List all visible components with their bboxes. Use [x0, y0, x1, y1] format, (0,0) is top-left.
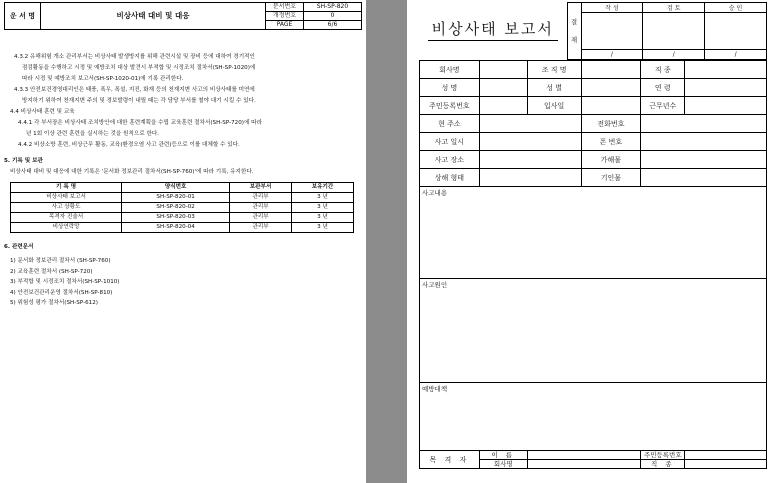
report-body-table [419, 60, 767, 469]
section-5-text: 비상사태 대비 및 대응에 대한 기록은 '문서화 정보관리 절차서(SH-SP-760)'에 따라 기록, 유지한다. [10, 169, 254, 175]
gender-label: 성 별 [527, 79, 581, 97]
address-label: 현 주소 [420, 115, 480, 133]
job-type-field[interactable] [685, 61, 767, 79]
report-title: 비상사태 보고서 [428, 21, 558, 41]
section-4-4-1-line: 4.4.1 각 부서장은 비상사태 조치방안에 대한 훈련계획을 수립 교육훈련 절차서(SH-SP-720)에 따라 [18, 120, 262, 126]
org-name-label: 조 직 명 [527, 61, 581, 79]
table-row [11, 213, 354, 223]
form-no: SH-SP-820-03 [122, 213, 230, 223]
section-4-4-heading: 4.4 비상사태 훈련 및 교육 [10, 109, 75, 115]
accident-cause-area[interactable] [420, 279, 767, 383]
witness-name-field[interactable] [527, 451, 641, 460]
dept: 관리부 [230, 203, 292, 213]
cell-phone-field[interactable] [641, 133, 767, 151]
address-field[interactable] [479, 115, 581, 133]
name-field[interactable] [479, 79, 527, 97]
section-6-heading: 6. 관련문서 [4, 244, 34, 250]
record-name: 비상연락망 [11, 223, 122, 233]
resident-no-field[interactable] [479, 97, 527, 115]
approval-date-approve[interactable]: / [705, 49, 767, 59]
dept: 관리부 [230, 213, 292, 223]
accident-detail-area[interactable] [420, 187, 767, 279]
table-row [11, 223, 354, 233]
list-item: 2) 교육훈련 절차서 (SH-SP-720) [10, 268, 93, 275]
name-label: 성 명 [420, 79, 480, 97]
retention-col-period: 보유기간 [292, 183, 354, 193]
doc-type-label: 운 서 명 [5, 3, 41, 30]
section-4-3-2-line: 점검활동을 수행하고 시정 및 예방조치 대상 발견시 부적합 및 시정조치 절차서(SH-SP-1020)에 [22, 65, 256, 71]
company-label: 회사명 [420, 61, 480, 79]
witness-rank-field[interactable] [685, 460, 767, 469]
form-no: SH-SP-820-04 [122, 223, 230, 233]
procedure-page [0, 0, 366, 483]
approval-date-author[interactable]: / [581, 49, 643, 59]
section-4-4-2-line: 4.4.2 비상소방 훈련, 비상근무 활동, 교육(환경오염 사고 관련)등으로 이를 대체할 수 있다. [18, 142, 240, 148]
accident-detail-label: 사고내용 [422, 189, 448, 197]
cause-object-field[interactable] [641, 169, 767, 187]
retention-header-row [11, 183, 354, 193]
witness-name-label: 이 름 [479, 451, 527, 460]
accident-place-label: 사고 장소 [420, 151, 480, 169]
doc-no-label: 문서번호 [266, 3, 304, 12]
org-name-field[interactable] [581, 61, 641, 79]
section-4-3-2-line: 따라 시정 및 예방조치 보고서(SH-SP-1020-01)에 기록 관리한다. [22, 76, 184, 82]
table-row [11, 203, 354, 213]
record-name: 목격자 진술서 [11, 213, 122, 223]
witness-resident-no-field[interactable] [685, 451, 767, 460]
accident-place-field[interactable] [479, 151, 581, 169]
doc-title: 비상사태 대비 및 대응 [41, 3, 266, 30]
accident-time-label: 사고 일시 [420, 133, 480, 151]
period: 3 년 [292, 203, 354, 213]
document-header [4, 2, 362, 30]
page-label: PAGE [266, 21, 304, 30]
approval-label-top: 결 [570, 18, 578, 26]
witness-rank-label: 직 종 [641, 460, 685, 469]
service-years-field[interactable] [685, 97, 767, 115]
age-label: 연 령 [641, 79, 685, 97]
period: 3 년 [292, 223, 354, 233]
list-item: 5) 위험성 평가 절차서(SH-SP-612) [10, 300, 98, 306]
perpetrator-field[interactable] [641, 151, 767, 169]
approval-sign-review[interactable] [643, 13, 705, 50]
witness-company-field[interactable] [527, 460, 641, 469]
rev-label: 개정번호 [266, 12, 304, 21]
report-header [419, 2, 767, 60]
section-4-3-3-line: 4.3.3 안전보건경영대리인은 태풍, 폭우, 폭설, 지진, 화재 등의 천재지변 사고의 비상사태를 미연에 [14, 87, 255, 93]
period: 3 년 [292, 213, 354, 223]
cause-object-label: 기인물 [581, 169, 641, 187]
procedure-body [4, 52, 362, 309]
record-name: 비상사태 보고서 [11, 193, 122, 203]
report-form-page [407, 0, 773, 483]
witness-resident-no-label: 주민등록번호 [641, 451, 685, 460]
approval-label [567, 3, 581, 60]
injury-type-field[interactable] [479, 169, 581, 187]
doc-no: SH-SP-820 [304, 3, 362, 12]
accident-time-field[interactable] [479, 133, 581, 151]
approval-col-approve: 승 인 [705, 3, 767, 13]
retention-col-dept: 보관부서 [230, 183, 292, 193]
prevention-area[interactable] [420, 383, 767, 451]
dept: 관리부 [230, 193, 292, 203]
accident-cause-label: 사고원인 [422, 281, 448, 289]
approval-col-author: 작 성 [581, 3, 643, 13]
approval-sign-author[interactable] [581, 13, 643, 50]
record-name: 사고 상황도 [11, 203, 122, 213]
join-date-label: 입사일 [527, 97, 581, 115]
list-item: 4) 안전보건관리운영 절차서(SH-SP-810) [10, 289, 113, 296]
period: 3 년 [292, 193, 354, 203]
list-item: 3) 부적합 및 시정조치 절차서(SH-SP-1010) [10, 279, 120, 285]
page-no: 6/6 [304, 21, 362, 30]
dept: 관리부 [230, 223, 292, 233]
form-no: SH-SP-820-01 [122, 193, 230, 203]
phone-label: 전화번호 [581, 115, 641, 133]
approval-date-review[interactable]: / [643, 49, 705, 59]
join-date-field[interactable] [581, 97, 641, 115]
section-4-3-2-line: 4.3.2 유해위험 개소 관리부서는 비상사태 발생방지를 위해 관련시설 및 장비 등에 대하여 경기적인 [14, 54, 255, 60]
age-field[interactable] [685, 79, 767, 97]
retention-col-form: 양식번호 [122, 183, 230, 193]
job-type-label: 직 종 [641, 61, 685, 79]
company-field[interactable] [479, 61, 527, 79]
phone-field[interactable] [641, 115, 767, 133]
form-no: SH-SP-820-02 [122, 203, 230, 213]
injury-type-label: 상해 형태 [420, 169, 480, 187]
service-years-label: 근무년수 [641, 97, 685, 115]
perpetrator-label: 가해물 [581, 151, 641, 169]
rev-no: 0 [304, 12, 362, 21]
prevention-label: 예방대책 [422, 385, 448, 393]
section-4-3-3-line: 방지하기 위하여 천재지변 주의 및 경보발령이 내릴 때는 각 담당 부서를 철야 대기 시킬 수 있다. [22, 98, 256, 104]
report-title-cell [419, 3, 567, 60]
retention-col-name: 기 록 명 [11, 183, 122, 193]
retention-table [10, 182, 354, 233]
related-docs-list [4, 256, 362, 309]
table-row [11, 193, 354, 203]
section-4-4-1-line: 년 1회 이상 관련 훈련을 실시하는 것을 원칙으로 한다. [26, 131, 160, 137]
approval-label-bottom: 재 [570, 36, 578, 44]
witness-label: 목 격 자 [420, 451, 480, 469]
witness-company-label: 회사명 [479, 460, 527, 469]
approval-sign-approve[interactable] [705, 13, 767, 50]
list-item: 1) 문서화 정보관리 절차서 (SH-SP-760) [10, 258, 111, 264]
section-5-heading: 5. 기록 및 보관 [4, 158, 43, 164]
cell-phone-label: 폰 번호 [581, 133, 641, 151]
approval-col-review: 검 토 [643, 3, 705, 13]
resident-no-label: 주민등록번호 [420, 97, 480, 115]
gender-field[interactable] [581, 79, 641, 97]
